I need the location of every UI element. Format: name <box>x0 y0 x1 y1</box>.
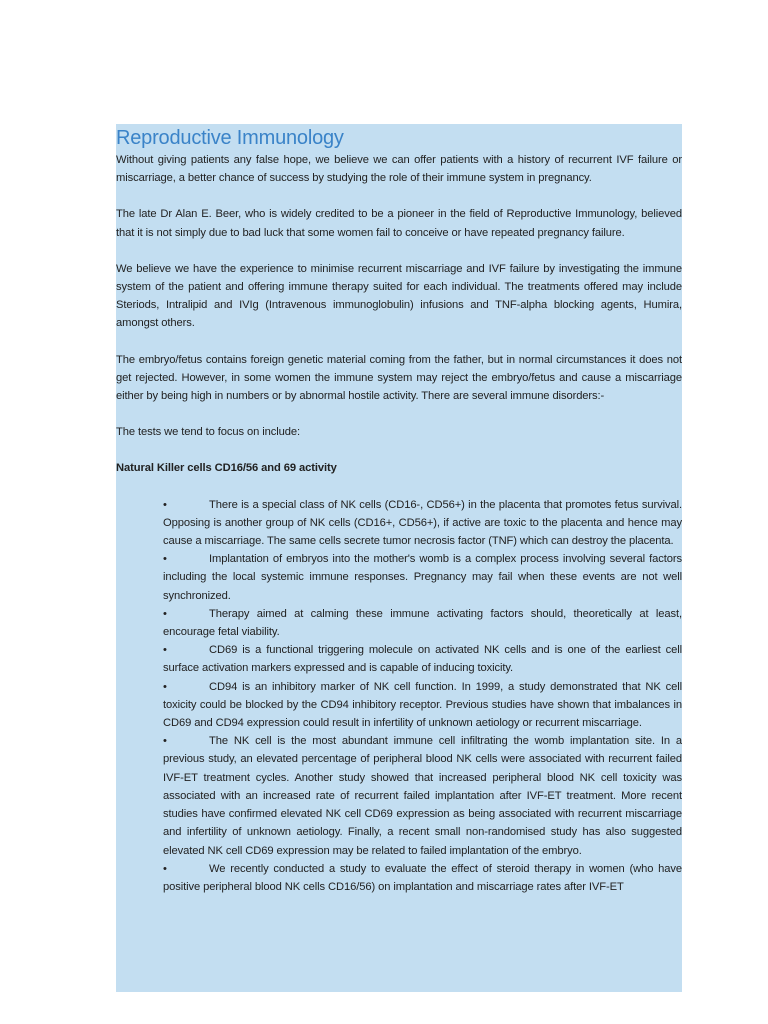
list-item-text: CD69 is a functional triggering molecule on activated NK cells and is one of the earliest cell surface activation markers expressed and is capable of inducing toxicity. <box>163 644 682 675</box>
list-item <box>163 641 682 677</box>
bullet-icon: • <box>163 862 167 875</box>
list-item <box>163 860 682 896</box>
list-item-text: Therapy aimed at calming these immune activating factors should, theoretically at least, encourage fetal viability. <box>163 607 682 639</box>
intro-paragraph: Without giving patients any false hope, we believe we can offer patients with a history of recurrent IVF failure or miscarriage, a better chance of success by studying the role of their immune system in pregnancy. <box>116 154 682 185</box>
list-item <box>163 605 682 641</box>
treatment-paragraph: We believe we have the experience to minimise recurrent miscarriage and IVF failure by investigating the immune system of the patient and offering immune therapy suited for each individual. The treatments offered may include Steriods, Intralipid and IVIg (Intravenous immunoglobulin) infusions and TNF-alpha blocking agents, Humira, amongst others. <box>116 262 682 330</box>
list-item <box>163 678 682 733</box>
bullet-icon: • <box>163 680 167 693</box>
list-item-text: The NK cell is the most abundant immune cell infiltrating the womb implantation site. In a previous study, an elevated percentage of peripheral blood NK cells were associated with recurrent failed IVF-ET treatment cycles. Another study showed that increased peripheral blood NK cell toxicity was associated with an increased rate of recurrent failed implantation after IVF-ET treatment. More recent studies have confirmed elevated NK cell CD69 expression as being associated with recurrent miscarriage and infertility of unknown aetiology. Finally, a recent small non-randomised study has also suggested elevated NK cell CD69 expression may be related to failed implantation of the embryo. <box>163 735 682 857</box>
section-heading: Natural Killer cells CD16/56 and 69 activity <box>116 462 337 475</box>
bullet-icon: • <box>163 553 167 566</box>
bullet-icon: • <box>163 498 167 511</box>
list-item <box>163 732 682 859</box>
embryo-paragraph: The embryo/fetus contains foreign genetic material coming from the father, but in normal circumstances it does not get rejected. However, in some women the immune system may reject the embryo/fetus and cause a miscarriage either by being high in numbers or by abnormal hostile activity. There are several immune disorders:- <box>116 353 682 403</box>
document-content <box>116 124 682 992</box>
list-item <box>163 496 682 551</box>
list-item-text: There is a special class of NK cells (CD16-, CD56+) in the placenta that promotes fetus survival. Opposing is another group of NK cells (CD16+, CD56+), if active are toxic to the placenta and hence may cause a miscarriage. The same cells secrete tumor necrosis factor (TNF) which can destroy the placenta. <box>163 498 682 548</box>
bullet-icon: • <box>163 607 167 620</box>
nk-cell-bullet-list <box>116 496 682 896</box>
beer-paragraph: The late Dr Alan E. Beer, who is widely credited to be a pioneer in the field of Reproductive Immunology, believed that it is not simply due to bad luck that some women fail to conceive or have repeated pregnancy failure. <box>116 208 682 239</box>
page-title: Reproductive Immunology <box>116 127 344 149</box>
tests-paragraph: The tests we tend to focus on include: <box>116 426 301 439</box>
list-item-text: Implantation of embryos into the mother's womb is a complex process involving several factors including the local systemic immune responses. Pregnancy may fail when these events are not well synchronized. <box>163 553 682 602</box>
list-item-text: We recently conducted a study to evaluate the effect of steroid therapy in women (who have positive peripheral blood NK cells CD16/56) on implantation and miscarriage rates after IVF-ET <box>163 862 682 893</box>
bullet-icon: • <box>163 644 167 657</box>
bullet-icon: • <box>163 735 167 748</box>
list-item <box>163 550 682 605</box>
list-item-text: CD94 is an inhibitory marker of NK cell function. In 1999, a study demonstrated that NK cell toxicity could be blocked by the CD94 inhibitory receptor. Previous studies have shown that imbalances in CD69 and CD94 expression could result in infertility of unknown aetiology or recurrent miscarriage. <box>163 680 682 730</box>
